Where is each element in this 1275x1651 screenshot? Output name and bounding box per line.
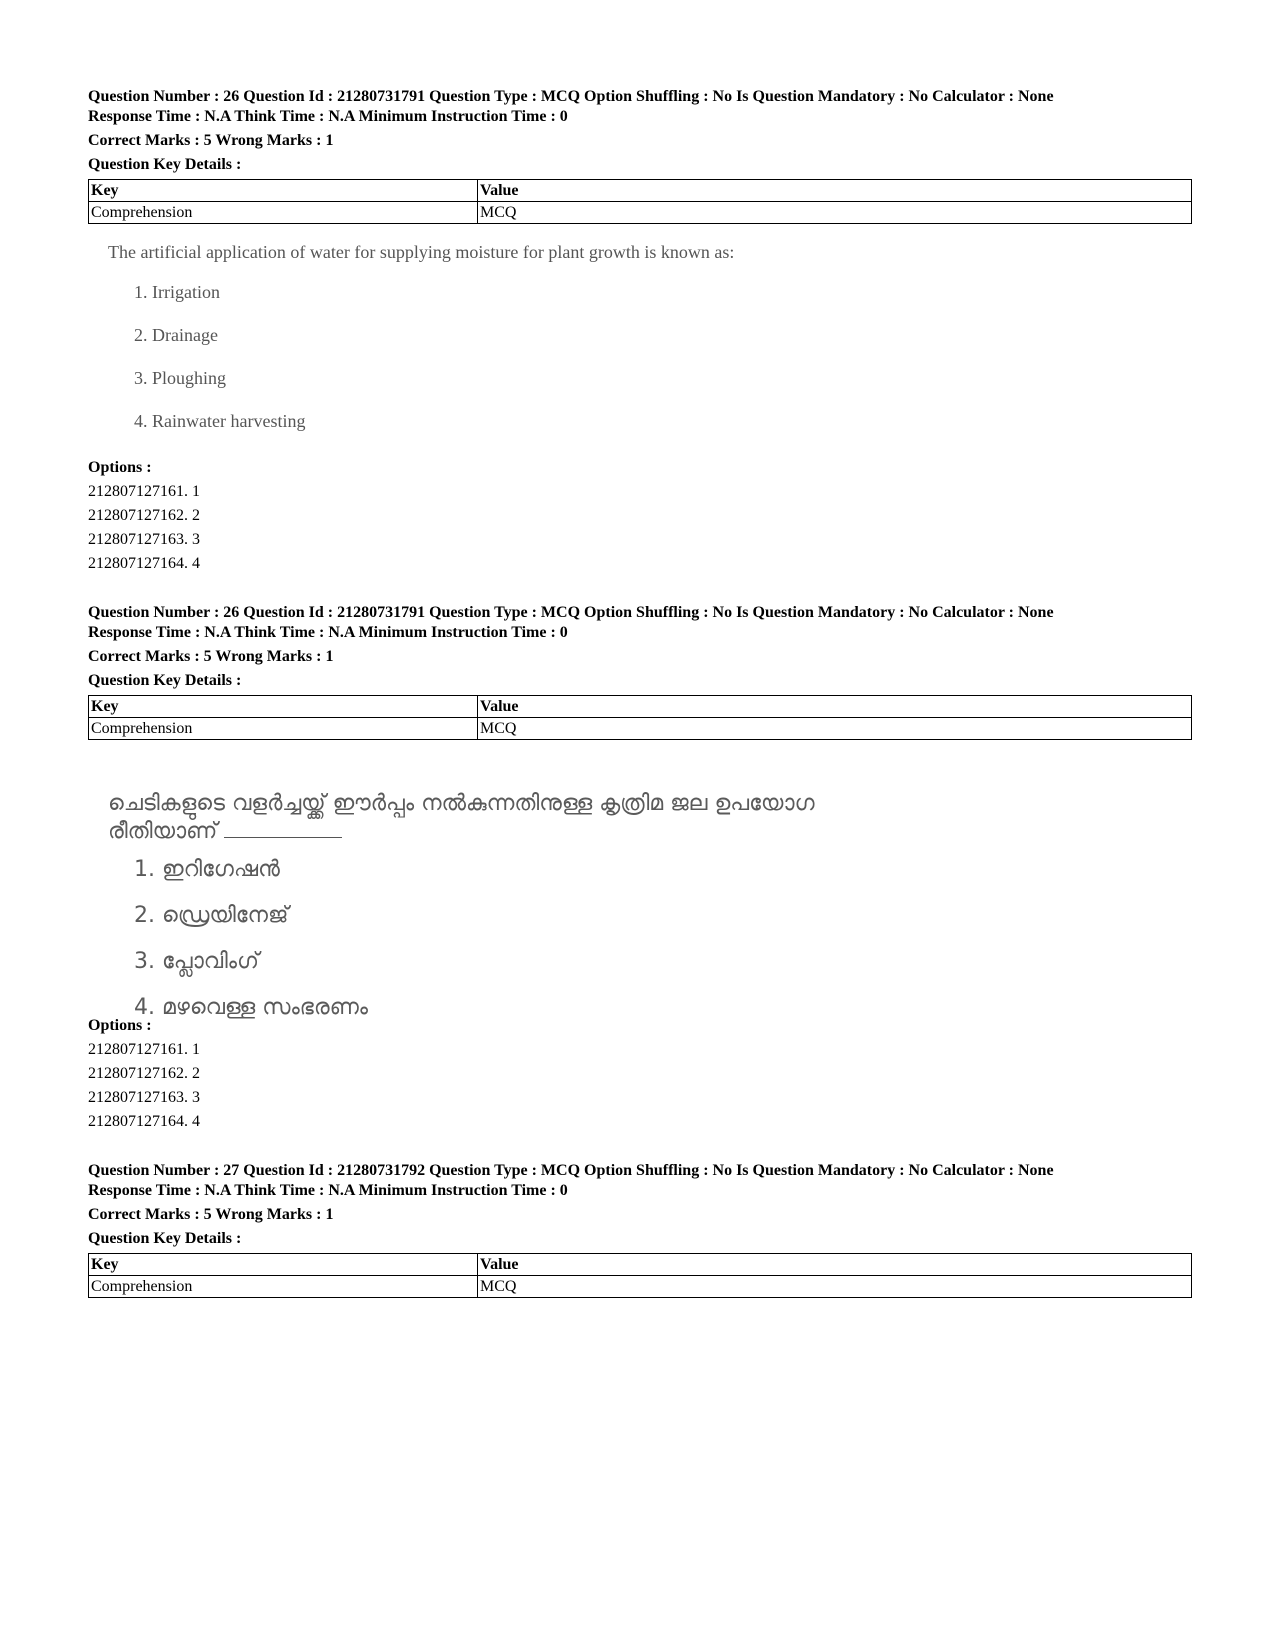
col-value: Value	[478, 1254, 1192, 1276]
key-details-label: Question Key Details :	[88, 672, 242, 689]
question-image-english	[108, 238, 734, 433]
image-option-2: 2. Drainage	[134, 325, 218, 345]
marks-line: Correct Marks : 5 Wrong Marks : 1	[88, 1206, 334, 1223]
question-image-malayalam	[108, 790, 815, 1020]
key-details-table	[88, 179, 1192, 224]
marks-line: Correct Marks : 5 Wrong Marks : 1	[88, 132, 334, 149]
option-item: 212807127164. 4	[88, 555, 200, 572]
options-list	[88, 456, 1192, 576]
key-details-table	[88, 695, 1192, 740]
options-label: Options :	[88, 459, 152, 476]
marks-line: Correct Marks : 5 Wrong Marks : 1	[88, 648, 334, 665]
option-item: 212807127164. 4	[88, 1113, 200, 1130]
question-meta-line2: Response Time : N.A Think Time : N.A Minimum Instruction Time : 0	[88, 1182, 568, 1199]
question-stem: The artificial application of water for supplying moisture for plant growth is known as:	[108, 242, 735, 262]
row-value: MCQ	[478, 202, 1192, 224]
table-row	[89, 718, 1192, 740]
question-meta-line2: Response Time : N.A Think Time : N.A Minimum Instruction Time : 0	[88, 624, 568, 641]
option-item: 212807127162. 2	[88, 507, 200, 524]
col-key: Key	[89, 1254, 478, 1276]
col-key: Key	[89, 696, 478, 718]
fill-blank	[224, 819, 342, 838]
table-header-row	[89, 1254, 1192, 1276]
key-details-table	[88, 1253, 1192, 1298]
table-header-row	[89, 696, 1192, 718]
table-row	[89, 1276, 1192, 1298]
image-option-1: 1. ഇറിഗേഷൻ	[134, 857, 280, 882]
col-value: Value	[478, 180, 1192, 202]
col-value: Value	[478, 696, 1192, 718]
key-details-label: Question Key Details :	[88, 1230, 242, 1247]
question-stem-line1: ചെടികളുടെ വളർച്ചയ്ക്ക് ഈർപ്പം നൽകുന്നതിനുള്ള കൃത്രിമ ജല ഉപയോഗ	[108, 791, 815, 816]
question-meta-line1: Question Number : 26 Question Id : 21280731791 Question Type : MCQ Option Shuffling : No Is Question Mandatory : No Calculator : None	[88, 604, 1054, 621]
image-option-4: 4. Rainwater harvesting	[134, 411, 306, 431]
option-item: 212807127161. 1	[88, 483, 200, 500]
stem-line2-text: രീതിയാണ്	[108, 819, 218, 844]
row-value: MCQ	[478, 718, 1192, 740]
option-item: 212807127163. 3	[88, 531, 200, 548]
table-header-row	[89, 180, 1192, 202]
option-item: 212807127162. 2	[88, 1065, 200, 1082]
question-stem-line2	[108, 818, 815, 846]
row-key: Comprehension	[89, 718, 478, 740]
question-26-header	[88, 87, 1192, 224]
key-details-label: Question Key Details :	[88, 156, 242, 173]
question-meta-line1: Question Number : 27 Question Id : 21280731792 Question Type : MCQ Option Shuffling : No Is Question Mandatory : No Calculator : None	[88, 1162, 1054, 1179]
image-option-2: 2. ഡ്രെയിനേജ്	[134, 903, 289, 928]
question-meta-line2: Response Time : N.A Think Time : N.A Minimum Instruction Time : 0	[88, 108, 568, 125]
table-row	[89, 202, 1192, 224]
image-option-1: 1. Irrigation	[134, 282, 220, 302]
question-meta-line1: Question Number : 26 Question Id : 21280731791 Question Type : MCQ Option Shuffling : No Is Question Mandatory : No Calculator : None	[88, 88, 1054, 105]
option-item: 212807127161. 1	[88, 1041, 200, 1058]
row-key: Comprehension	[89, 202, 478, 224]
options-list	[88, 1014, 1192, 1134]
col-key: Key	[89, 180, 478, 202]
option-item: 212807127163. 3	[88, 1089, 200, 1106]
image-option-3: 3. പ്ലോവിംഗ്	[134, 949, 260, 974]
options-label: Options :	[88, 1017, 152, 1034]
row-value: MCQ	[478, 1276, 1192, 1298]
row-key: Comprehension	[89, 1276, 478, 1298]
question-27-header	[88, 1161, 1192, 1298]
question-26-ml-header	[88, 603, 1192, 740]
image-option-3: 3. Ploughing	[134, 368, 227, 388]
image-option-4: 4. മഴവെള്ള സംഭരണം	[134, 995, 368, 1020]
